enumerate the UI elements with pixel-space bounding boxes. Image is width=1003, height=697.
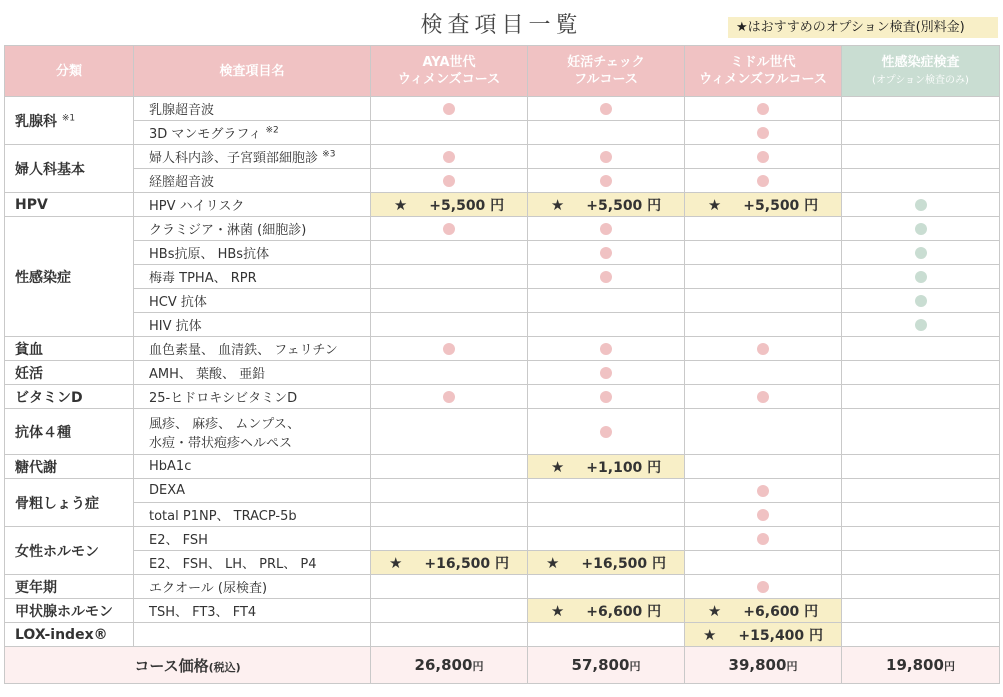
col-std: 性感染症検査 (オプション検査のみ) xyxy=(842,46,1000,97)
star-icon: ★ xyxy=(707,601,722,620)
table-cell xyxy=(528,409,685,455)
table-row xyxy=(5,527,1000,551)
col-ninkatsu: 妊活チェック フルコース xyxy=(528,46,685,97)
table-cell xyxy=(371,265,528,289)
table-cell xyxy=(371,623,528,647)
included-dot xyxy=(443,343,455,355)
table-row xyxy=(5,217,1000,241)
table-cell xyxy=(685,97,842,121)
table-cell xyxy=(528,503,685,527)
option-price: ★ +5,500 円 xyxy=(371,193,528,217)
table-cell xyxy=(685,121,842,145)
table-cell xyxy=(528,527,685,551)
table-row xyxy=(5,337,1000,361)
included-dot xyxy=(915,271,927,283)
included-dot xyxy=(757,343,769,355)
included-dot xyxy=(757,103,769,115)
category-cell: 婦人科基本 xyxy=(5,145,134,193)
table-cell xyxy=(842,503,1000,527)
included-dot xyxy=(600,223,612,235)
table-cell xyxy=(528,241,685,265)
table-cell xyxy=(842,193,1000,217)
table-row xyxy=(5,623,1000,647)
star-icon: ★ xyxy=(702,625,717,644)
included-dot xyxy=(915,247,927,259)
table-cell xyxy=(371,337,528,361)
table-cell xyxy=(685,217,842,241)
item-cell: 血色素量、 血清鉄、 フェリチン xyxy=(134,337,371,361)
table-row xyxy=(5,193,1000,217)
table-cell xyxy=(371,169,528,193)
course-price-label: コース価格(税込) xyxy=(5,647,371,684)
table-cell xyxy=(842,455,1000,479)
included-dot xyxy=(600,426,612,438)
table-cell xyxy=(685,289,842,313)
star-icon: ★ xyxy=(550,195,565,214)
included-dot xyxy=(600,343,612,355)
table-cell xyxy=(528,169,685,193)
table-cell xyxy=(685,313,842,337)
star-icon: ★ xyxy=(545,553,560,572)
price-row xyxy=(5,647,1000,684)
table-cell xyxy=(842,145,1000,169)
included-dot xyxy=(915,223,927,235)
table-row xyxy=(5,169,1000,193)
option-price: ★ +15,400 円 xyxy=(685,623,842,647)
table-row xyxy=(5,385,1000,409)
price-ninkatsu: 57,800円 xyxy=(528,647,685,684)
table-cell xyxy=(371,145,528,169)
item-cell: total P1NP、 TRACP-5b xyxy=(134,503,371,527)
table-cell xyxy=(371,575,528,599)
table-row xyxy=(5,575,1000,599)
table-row xyxy=(5,145,1000,169)
table-cell xyxy=(685,409,842,455)
page-title: 検査項目一覧 xyxy=(420,13,583,38)
table-cell xyxy=(371,289,528,313)
included-dot xyxy=(757,127,769,139)
table-cell xyxy=(371,599,528,623)
item-cell xyxy=(134,623,371,647)
table-cell xyxy=(528,145,685,169)
option-legend: ★はおすすめのオプション検査(別料金) xyxy=(728,17,998,38)
table-cell xyxy=(685,479,842,503)
category-cell: 骨粗しょう症 xyxy=(5,479,134,527)
price-std: 19,800円 xyxy=(842,647,1000,684)
item-cell: HCV 抗体 xyxy=(134,289,371,313)
category-cell: ビタミンD xyxy=(5,385,134,409)
table-cell xyxy=(371,455,528,479)
table-cell xyxy=(685,575,842,599)
item-cell: 3D マンモグラフィ $^{※2}$ xyxy=(134,121,371,145)
item-cell: HBs抗原、 HBs抗体 xyxy=(134,241,371,265)
table-cell xyxy=(371,503,528,527)
included-dot xyxy=(600,175,612,187)
included-dot xyxy=(915,319,927,331)
table-row xyxy=(5,551,1000,575)
star-icon: ★ xyxy=(393,195,408,214)
table-cell xyxy=(842,479,1000,503)
item-cell: 乳腺超音波 xyxy=(134,97,371,121)
col-category: 分類 xyxy=(5,46,134,97)
col-middle: ミドル世代 ウィメンズフルコース xyxy=(685,46,842,97)
star-icon: ★ xyxy=(550,601,565,620)
table-cell xyxy=(528,479,685,503)
included-dot xyxy=(757,509,769,521)
item-cell: 25-ヒドロキシビタミンD xyxy=(134,385,371,409)
table-row xyxy=(5,265,1000,289)
star-icon: ★ xyxy=(550,457,565,476)
included-dot xyxy=(443,391,455,403)
included-dot xyxy=(443,175,455,187)
included-dot xyxy=(757,485,769,497)
included-dot xyxy=(757,533,769,545)
included-dot xyxy=(757,391,769,403)
table-cell xyxy=(685,145,842,169)
included-dot xyxy=(915,295,927,307)
table-row xyxy=(5,503,1000,527)
item-cell: 婦人科内診、子宮頸部細胞診 $^{※3}$ xyxy=(134,145,371,169)
table-cell xyxy=(842,169,1000,193)
category-cell: 性感染症 xyxy=(5,217,134,337)
table-cell xyxy=(371,479,528,503)
table-cell xyxy=(528,623,685,647)
table-cell xyxy=(685,265,842,289)
table-cell xyxy=(842,361,1000,385)
table-cell xyxy=(685,241,842,265)
item-cell: HIV 抗体 xyxy=(134,313,371,337)
table-cell xyxy=(842,337,1000,361)
table-cell xyxy=(371,217,528,241)
included-dot xyxy=(600,103,612,115)
included-dot xyxy=(443,151,455,163)
table-cell xyxy=(528,217,685,241)
table-cell xyxy=(371,121,528,145)
table-cell xyxy=(842,289,1000,313)
category-cell: 女性ホルモン xyxy=(5,527,134,575)
item-cell: AMH、 葉酸、 亜鉛 xyxy=(134,361,371,385)
item-cell: HbA1c xyxy=(134,455,371,479)
table-row xyxy=(5,599,1000,623)
star-icon: ★ xyxy=(707,195,722,214)
price-middle: 39,800円 xyxy=(685,647,842,684)
table-cell xyxy=(842,313,1000,337)
option-price: ★ +5,500 円 xyxy=(528,193,685,217)
option-price: ★ +16,500 円 xyxy=(371,551,528,575)
option-price: ★ +1,100 円 xyxy=(528,455,685,479)
table-cell xyxy=(685,455,842,479)
table-cell xyxy=(528,385,685,409)
col-aya: AYA世代 ウィメンズコース xyxy=(371,46,528,97)
table-cell xyxy=(842,527,1000,551)
item-cell: DEXA xyxy=(134,479,371,503)
included-dot xyxy=(600,391,612,403)
included-dot xyxy=(443,103,455,115)
included-dot xyxy=(757,581,769,593)
included-dot xyxy=(600,271,612,283)
item-cell: E2、 FSH、 LH、 PRL、 P4 xyxy=(134,551,371,575)
item-cell: クラミジア・淋菌 (細胞診) xyxy=(134,217,371,241)
category-cell: 貧血 xyxy=(5,337,134,361)
table-cell xyxy=(528,289,685,313)
table-cell xyxy=(842,599,1000,623)
included-dot xyxy=(600,367,612,379)
table-cell xyxy=(685,527,842,551)
item-cell: TSH、 FT3、 FT4 xyxy=(134,599,371,623)
category-cell: 甲状腺ホルモン xyxy=(5,599,134,623)
table-cell xyxy=(371,385,528,409)
table-cell xyxy=(528,265,685,289)
option-price: ★ +16,500 円 xyxy=(528,551,685,575)
table-cell xyxy=(371,527,528,551)
item-cell: 梅毒 TPHA、 RPR xyxy=(134,265,371,289)
table-row xyxy=(5,97,1000,121)
table-cell xyxy=(371,409,528,455)
table-cell xyxy=(371,97,528,121)
table-cell xyxy=(842,241,1000,265)
table-cell xyxy=(528,575,685,599)
table-cell xyxy=(685,503,842,527)
category-cell: 更年期 xyxy=(5,575,134,599)
header-row xyxy=(5,46,1000,97)
table-cell xyxy=(685,385,842,409)
table-cell xyxy=(842,623,1000,647)
table-cell xyxy=(842,121,1000,145)
table-cell xyxy=(371,241,528,265)
included-dot xyxy=(443,223,455,235)
table-row xyxy=(5,361,1000,385)
table-row xyxy=(5,409,1000,455)
category-cell: HPV xyxy=(5,193,134,217)
table-cell xyxy=(842,575,1000,599)
item-cell: エクオール (尿検査) xyxy=(134,575,371,599)
col-item: 検査項目名 xyxy=(134,46,371,97)
table-cell xyxy=(685,337,842,361)
item-cell: 経膣超音波 xyxy=(134,169,371,193)
table-row xyxy=(5,313,1000,337)
table-cell xyxy=(371,313,528,337)
table-row xyxy=(5,289,1000,313)
option-price: ★ +6,600 円 xyxy=(685,599,842,623)
option-price: ★ +5,500 円 xyxy=(685,193,842,217)
exam-table xyxy=(4,45,1000,684)
table-cell xyxy=(685,551,842,575)
category-cell: 糖代謝 xyxy=(5,455,134,479)
item-cell: HPV ハイリスク xyxy=(134,193,371,217)
table-cell xyxy=(685,169,842,193)
item-cell: E2、 FSH xyxy=(134,527,371,551)
price-aya: 26,800円 xyxy=(371,647,528,684)
category-cell: LOX-index® xyxy=(5,623,134,647)
table-cell xyxy=(371,361,528,385)
included-dot xyxy=(757,175,769,187)
table-row xyxy=(5,121,1000,145)
category-cell: 乳腺科 $^{※1}$ xyxy=(5,97,134,145)
table-cell xyxy=(528,361,685,385)
category-cell: 抗体４種 xyxy=(5,409,134,455)
table-cell xyxy=(842,217,1000,241)
included-dot xyxy=(757,151,769,163)
table-cell xyxy=(528,121,685,145)
table-cell xyxy=(528,97,685,121)
option-price: ★ +6,600 円 xyxy=(528,599,685,623)
table-cell xyxy=(685,361,842,385)
table-row xyxy=(5,241,1000,265)
category-cell: 妊活 xyxy=(5,361,134,385)
table-cell xyxy=(528,337,685,361)
table-cell xyxy=(842,409,1000,455)
star-icon: ★ xyxy=(388,553,403,572)
table-row xyxy=(5,455,1000,479)
table-cell xyxy=(842,97,1000,121)
included-dot xyxy=(600,151,612,163)
table-cell xyxy=(842,551,1000,575)
table-row xyxy=(5,479,1000,503)
table-cell xyxy=(842,265,1000,289)
included-dot xyxy=(915,199,927,211)
item-cell: 風疹、 麻疹、 ムンプス、 水痘・帯状疱疹ヘルペス xyxy=(134,409,371,455)
table-cell xyxy=(842,385,1000,409)
table-cell xyxy=(528,313,685,337)
included-dot xyxy=(600,247,612,259)
